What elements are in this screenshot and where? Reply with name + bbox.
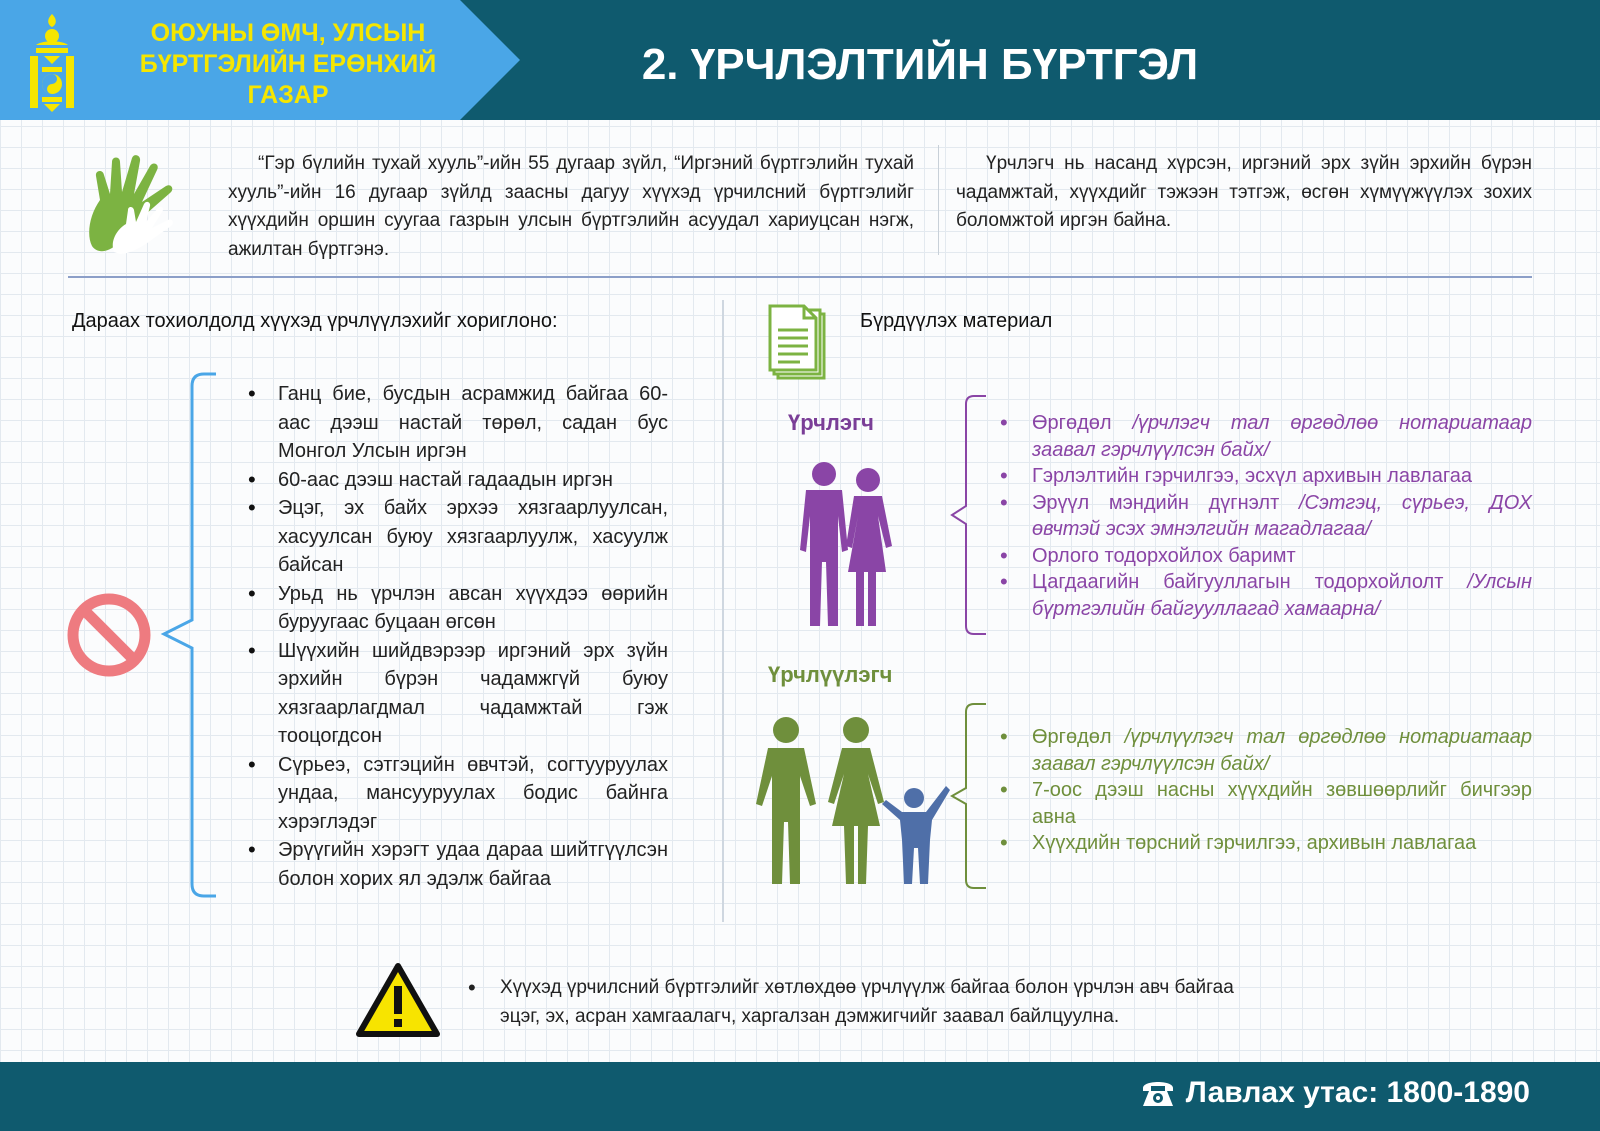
- page-title: 2. ҮРЧЛЭЛТИЙН БҮРТГЭЛ: [641, 40, 1199, 89]
- adoptee-bracket: [950, 702, 990, 890]
- materials-heading: Бүрдүүлэх материал: [860, 310, 1053, 332]
- column-divider: [722, 300, 724, 922]
- item-note: /үрчлэгч тал өргөдлөө нотариатаар заавал гэрчлүүлсэн байх/: [1032, 412, 1532, 461]
- list-item: • Эцэг, эх байх эрхээ хязгаарлуулсан, хасуулсан буюу хязгаарлуулж, хасуулж байсан: [248, 494, 668, 580]
- adopter-bracket: [950, 394, 990, 636]
- adopter-materials-list: [1000, 410, 1532, 622]
- intro-divider: [938, 145, 939, 255]
- phone-icon: [1140, 1076, 1176, 1110]
- item-text: Гэрлэлтийн гэрчилгээ, эсхүл архивын лавлагаа: [1032, 465, 1473, 487]
- list-item: [1000, 490, 1532, 543]
- list-item: • Урьд нь үрчлэн авсан хүүхдээ өөрийн буруугаас буцаан өгсөн: [248, 580, 668, 637]
- item-text: Өргөдөл: [1032, 412, 1133, 434]
- intro-adopter-text: Үрчлэгч нь насанд хүрсэн, иргэний эрх зүйн эрхийн бүрэн чадамжтай, хүүхдийг тэжээн тэтгэж, өсгөн хүмүүжүүлэх зохих боломжтой иргэн байна.: [956, 153, 1532, 231]
- list-item: • Сүрьеэ, сэтгэцийн өвчтэй, согтууруулах ундаа, мансууруулах бодис байнга хэрэглэдэг: [248, 751, 668, 837]
- prohibited-list: [248, 380, 668, 893]
- important-note: • Хүүхэд үрчилсний бүртгэлийг хөтлөхдөө үрчлүүлж байгаа болон үрчлэн авч байгаа эцэг, эх, асран хамгаалагч, харгалзан дэмжигчийг заавал байлцуулна.: [468, 974, 1268, 1031]
- adoptee-label: Үрчлүүлэгч: [768, 662, 893, 687]
- item-note: /үрчлүүлэгч тал өргөдлөө нотариатаар заавал гэрчлүүлсэн байх/: [1032, 726, 1532, 775]
- list-item: [1000, 777, 1532, 830]
- couple-icon: [792, 460, 902, 630]
- adoptee-materials-list: [1000, 724, 1532, 857]
- family-icon: [750, 716, 950, 888]
- intro-legal-text: “Гэр бүлийн тухай хууль”-ийн 55 дугаар зүйл, “Иргэний бүртгэлийн тухай хууль”-ийн 16 дугаар зүйлд заасны дагуу хүүхэд үрчилсний бүртгэлийг хүүхдийн оршин суугаа газрын улсын бүртгэлийн асуудал хариуцсан нэгж, ажилтан бүртгэнэ.: [228, 153, 914, 260]
- prohibited-bracket: [160, 370, 220, 900]
- hands-icon: [80, 150, 190, 255]
- header-bar: [0, 0, 1600, 120]
- list-item: [1000, 543, 1532, 570]
- list-item: • Эрүүгийн хэрэгт удаа дараа шийтгүүлсэн болон хорих ял эдэлж байгаа: [248, 836, 668, 893]
- list-item: [1000, 724, 1532, 777]
- adopter-label: Үрчлэгч: [788, 410, 874, 435]
- warning-icon: [355, 962, 441, 1040]
- item-text: Хүүхдийн төрсний гэрчилгээ, архивын лавлагаа: [1032, 832, 1477, 854]
- footer-bar: [0, 1062, 1600, 1131]
- hotline-text: Лавлах утас: 1800-1890: [1185, 1076, 1530, 1109]
- list-item: [1000, 830, 1532, 857]
- hotline: [1140, 1076, 1530, 1110]
- list-item: [1000, 569, 1532, 622]
- item-note: /Улсын бүртгэлийн байгууллагад хамаарна/: [1032, 571, 1532, 620]
- item-text: Орлого тодорхойлох баримт: [1032, 544, 1296, 567]
- list-item: • Ганц бие, бусдын асрамжид байгаа 60-аас дээш настай төрөл, садан бус Монгол Улсын иргэн: [248, 380, 668, 466]
- section-divider: [68, 276, 1532, 278]
- item-text: 7-оос дээш насны хүүхдийн зөвшөөрлийг бичгээр авна: [1032, 779, 1532, 828]
- list-item: • Шүүхийн шийдвэрээр иргэний эрх зүйн эрхийн бүрэн чадамжгүй буюу хязгаарлагдмал чадамжтай гэж тооцогдсон: [248, 637, 668, 751]
- item-text: Цагдаагийн байгууллагын тодорхойлолт: [1032, 571, 1468, 593]
- org-name: ОЮУНЫ ӨМЧ, УЛСЫН БҮРТГЭЛИЙН ЕРӨНХИЙ ГАЗАР: [139, 19, 437, 109]
- prohibited-icon: [66, 592, 152, 678]
- soyombo-emblem-icon: [22, 12, 82, 116]
- prohibited-heading: Дараах тохиолдолд хүүхэд үрчлүүлэхийг хориглоно:: [72, 310, 558, 332]
- documents-icon: [766, 302, 832, 384]
- list-item: • 60-аас дээш настай гадаадын иргэн: [248, 466, 668, 495]
- list-item: [1000, 410, 1532, 463]
- item-text: Өргөдөл: [1032, 726, 1125, 748]
- item-note: /Сэтгэц, сүрьеэ, ДОХ өвчтэй эсэх эмнэлгийн магадлагаа/: [1032, 491, 1532, 540]
- list-item: [1000, 463, 1532, 490]
- item-text: Эрүүл мэндийн дүгнэлт: [1032, 491, 1299, 514]
